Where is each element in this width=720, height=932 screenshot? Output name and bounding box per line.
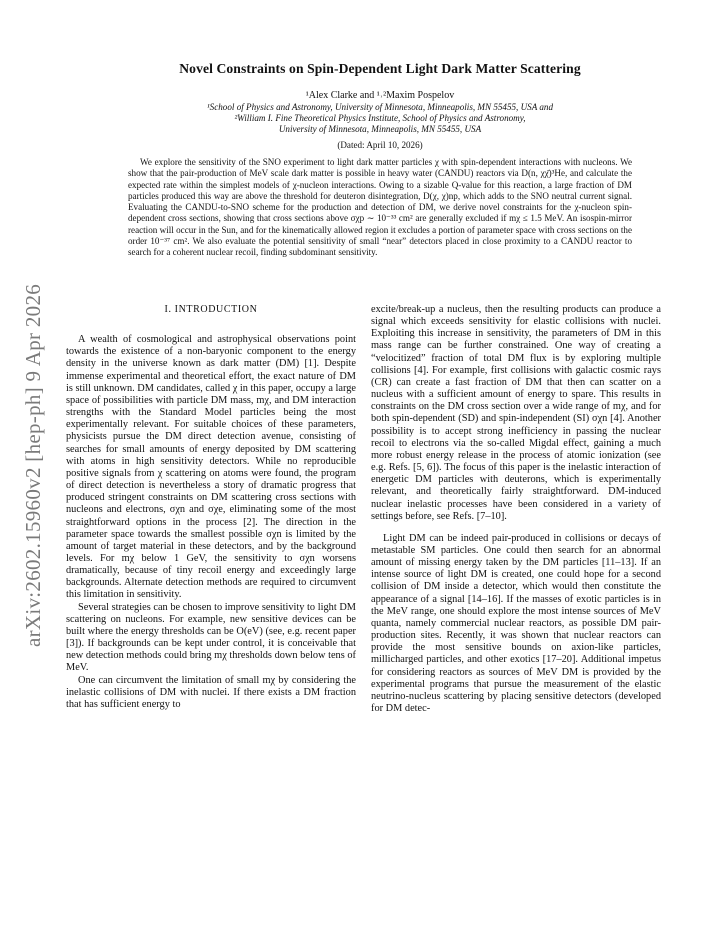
body-paragraph: Light DM can be indeed pair-produced in collisions or decays of metastable SM particles. One could then search for an abnormal amount of missing energy taken by the DM particles [11–13]. If an intense source of light DM is created, one could hope for a second collision of DM inside a detector, which would then constitute the appearance of a signal [14–16]. If the masses of exotic particles is in the MeV range, one should explore the most intense sources of MeV quanta, namely commercial nuclear reactors, as possible DM pair-production sites. Recently, it was shown that nuclear reactors can provide the most sensitive bounds on axion-like particles, millicharged particles, and other exotics [17–20]. Additional impetus for considering reactors as sources of MeV DM is provided by the experimental programs that pursue the measurement of the elastic neutrino-nucleus scattering by placing sensitive detectors (developed for DM detec- (371, 532, 661, 714)
body-paragraph: Several strategies can be chosen to improve sensitivity to light DM scattering on nucleons. For example, new sensitive devices can be built where the energy thresholds can be O(eV) (see, e.g. recent paper [3]). If backgrounds can be kept under control, it is conceivable that new detection methods could bring mχ thresholds down below tens of MeV. (66, 601, 356, 674)
paper-authors: ¹Alex Clarke and ¹˒²Maxim Pospelov (305, 90, 455, 101)
body-paragraph: One can circumvent the limitation of small mχ by considering the inelastic collisions of DM with nuclei. If there exists a DM fraction that has sufficient energy to (66, 674, 356, 710)
paragraph-gap (371, 523, 661, 533)
body-paragraph: A wealth of cosmological and astrophysical observations point towards the existence of a non-baryonic component to the energy density in the universe known as dark matter (DM) [1]. Despite immense experimental and theoretical effort, the exact nature of DM is still unknown. DM candidates, called χ in this paper, occupy a large space of possibilities with particle DM mass, mχ, and DM interaction strengths with the Standard Model particles being the most experimentally relevant. For suitable choices of these parameters, physicists pursue the DM direct detection avenue, consisting of searches for small amounts of energy deposited by DM scattering with atoms in high sensitivity detectors. While no reproducible positive signals from χ scattering on atoms were found, the program of direct detection is nevertheless a story of dramatic progress that produced stringent constraints on DM scattering cross sections with nucleons and electrons, σχn and σχe, eliminating some of the most straightforward options in the process [2]. The direction in the parameter space towards the smallest possible σχn is limited by the amount of target material in these detectors, and by the background levels. For mχ below 1 GeV, the sensitivity to σχn worsens dramatically, because of tiny recoil energy and exceedingly large backgrounds. Alternate detection methods are required to circumvent this limitation in sensitivity. (66, 334, 356, 601)
paper-date: (Dated: April 10, 2026) (337, 140, 423, 150)
body-paragraph: excite/break-up a nucleus, then the resulting products can produce a signal which exceeds sensitivity for elastic collisions with nuclei. Exploiting this increase in sensitivity, the parameters of DM in this mass range can be further constrained. One way of creating a “velocitized” fraction of total DM flux is by exploring multiple collisions [4]. For example, first collisions with galactic cosmic rays (CR) can create a fast fraction of DM that then can scatter on a nucleus with a sufficient amount of energy to spare. This results in constraints on the DM cross section over a wide range of mχ, and for both spin-dependent (SD) and spin-independent (SI) σχn [4]. Another possibility is to accept strong inefficiency in passing the nuclear recoil to electrons via the so-called Migdal effect, gaining a much more robust energy release in the process of atomic ionization (see e.g. Refs. [5, 6]). The focus of this paper is the inelastic interaction of energetic DM particles with deuterons, which is experimentally relevant, and theoretically fairly straightforward. DM-induced nuclear inelastic processes have been considered in a variety of settings before, see Refs. [7–10]. (371, 304, 661, 522)
affiliation-line: University of Minnesota, Minneapolis, MN 55455, USA (278, 124, 482, 135)
right-column (371, 304, 661, 715)
section-heading: I. INTRODUCTION (164, 304, 258, 315)
affiliation-line: ¹School of Physics and Astronomy, University of Minnesota, Minneapolis, MN 55455, USA and (206, 102, 554, 112)
paper-title: Novel Constraints on Spin-Dependent Light Dark Matter Scattering (179, 61, 581, 76)
left-column (66, 302, 356, 711)
arxiv-sidebar (6, 250, 62, 680)
arxiv-identifier: arXiv:2602.15960v2 [hep-ph] 9 Apr 2026 (21, 283, 46, 647)
paper-affiliations (100, 102, 660, 136)
affiliation-line: ²William I. Fine Theoretical Physics Institute, School of Physics and Astronomy, (234, 113, 526, 124)
paper-abstract: We explore the sensitivity of the SNO experiment to light dark matter particles χ with spin-dependent interactions with nucleons. We show that the pair-production of MeV scale dark matter is possible in heavy water (CANDU) reactors via D(n, χχ̄)³He, and calculate the expected rate within the simplest models of χ-nucleon interactions. Owing to a sizable Q-value for this reaction, a large fraction of DM particles produced this way are above the threshold for deuteron disintegration, D(χ, χ)np, which adds to the SNO neutral current signal. Evaluating the CANDU-to-SNO scheme for the production and detection of DM, we derive novel constraints for the χ-nucleon spin-dependent cross sections, showing that cross sections above σχp ∼ 10⁻³³ cm² are generally excluded if mχ ≤ 1.5 MeV. An isospin-mirror reaction will occur in the Sun, and for the kinematically allowed region it excludes a portion of parameter space with cross sections on the order 10⁻³⁷ cm². We also evaluate the potential sensitivity of small “near” detectors placed in close proximity to a CANDU reactor to search for a coherent nuclear recoil, finding subdominant sensitivity. (128, 157, 632, 257)
